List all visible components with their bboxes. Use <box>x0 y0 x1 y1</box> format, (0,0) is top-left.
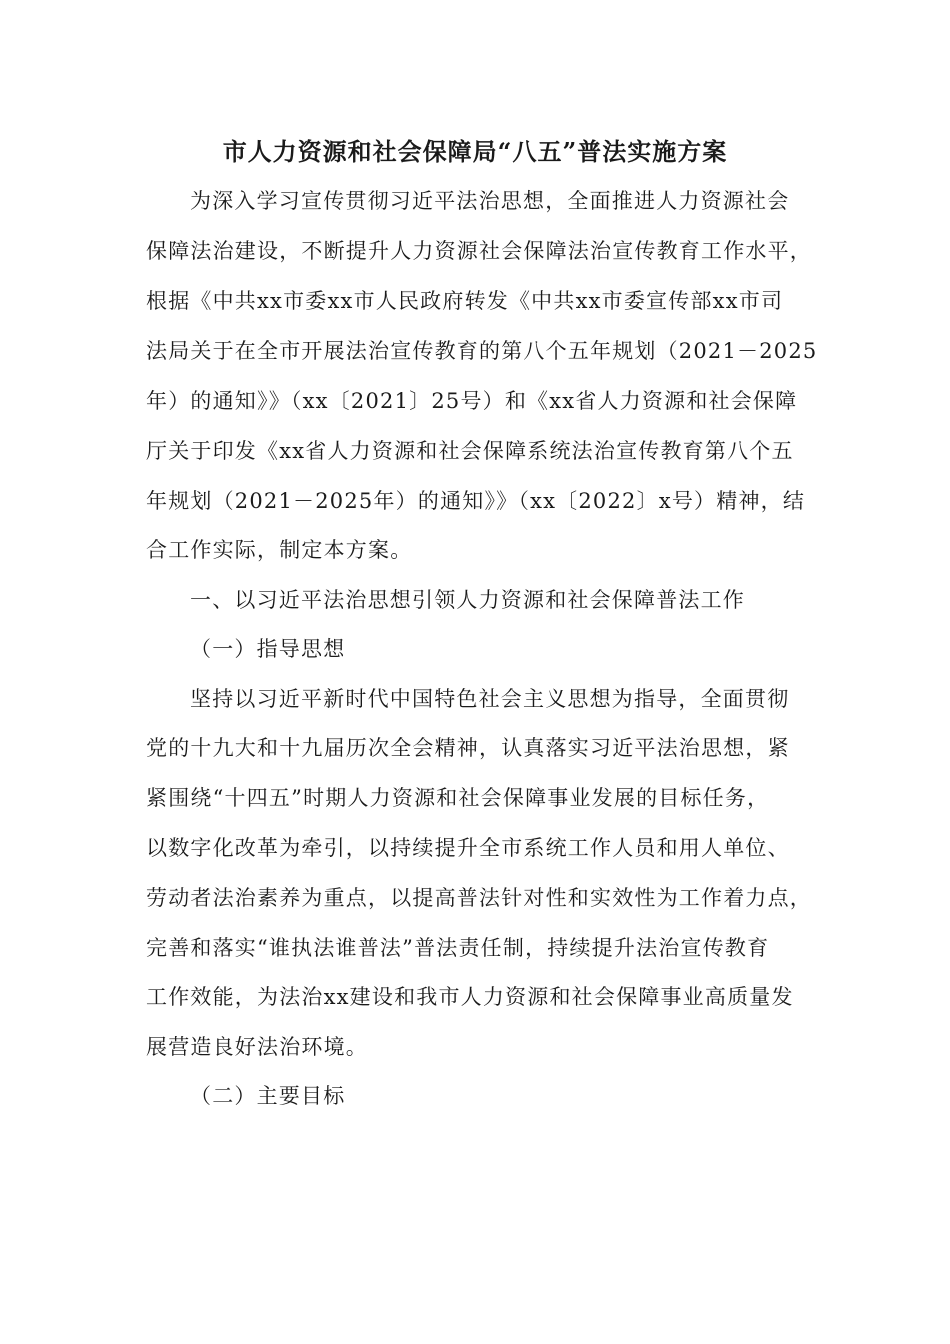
paragraph-line: 完善和落实“谁执法谁普法”普法责任制，持续提升法治宣传教育 <box>146 936 770 960</box>
paragraph-line: 保障法治建设，不断提升人力资源社会保障法治宣传教育工作水平， <box>146 239 812 263</box>
paragraph-line: 劳动者法治素养为重点，以提高普法针对性和实效性为工作着力点， <box>146 886 812 910</box>
paragraph-line: 坚持以习近平新时代中国特色社会主义思想为指导，全面贯彻 <box>190 687 790 711</box>
paragraph-line: 以数字化改革为牵引，以持续提升全市系统工作人员和用人单位、 <box>146 836 790 860</box>
paragraph-line: 根据《中共xx市委xx市人民政府转发《中共xx市委宣传部xx市司 <box>146 289 784 313</box>
paragraph-line: 为深入学习宣传贯彻习近平法治思想，全面推进人力资源社会 <box>190 189 790 213</box>
paragraph-line: 法局关于在全市开展法治宣传教育的第八个五年规划（2021－2025 <box>146 339 818 363</box>
section-heading: 一、以习近平法治思想引领人力资源和社会保障普法工作 <box>190 588 745 612</box>
subsection-heading: （一）指导思想 <box>190 637 346 661</box>
paragraph-line: 工作效能，为法治xx建设和我市人力资源和社会保障事业高质量发 <box>146 985 794 1009</box>
subsection-heading: （二）主要目标 <box>190 1084 346 1108</box>
paragraph-line: 紧围绕“十四五”时期人力资源和社会保障事业发展的目标任务， <box>146 786 770 810</box>
paragraph-line: 厅关于印发《xx省人力资源和社会保障系统法治宣传教育第八个五 <box>146 439 794 463</box>
document-title: 市人力资源和社会保障局“八五”普法实施方案 <box>222 137 728 166</box>
paragraph-line: 合工作实际，制定本方案。 <box>146 538 413 562</box>
paragraph-line: 展营造良好法治环境。 <box>146 1035 368 1059</box>
paragraph-line: 党的十九大和十九届历次全会精神，认真落实习近平法治思想，紧 <box>146 736 790 760</box>
paragraph-line: 年）的通知》》（xx〔2021〕25号）和《xx省人力资源和社会保障 <box>146 389 798 413</box>
paragraph-line: 年规划（2021－2025年）的通知》》（xx〔2022〕x号）精神，结 <box>146 489 806 513</box>
